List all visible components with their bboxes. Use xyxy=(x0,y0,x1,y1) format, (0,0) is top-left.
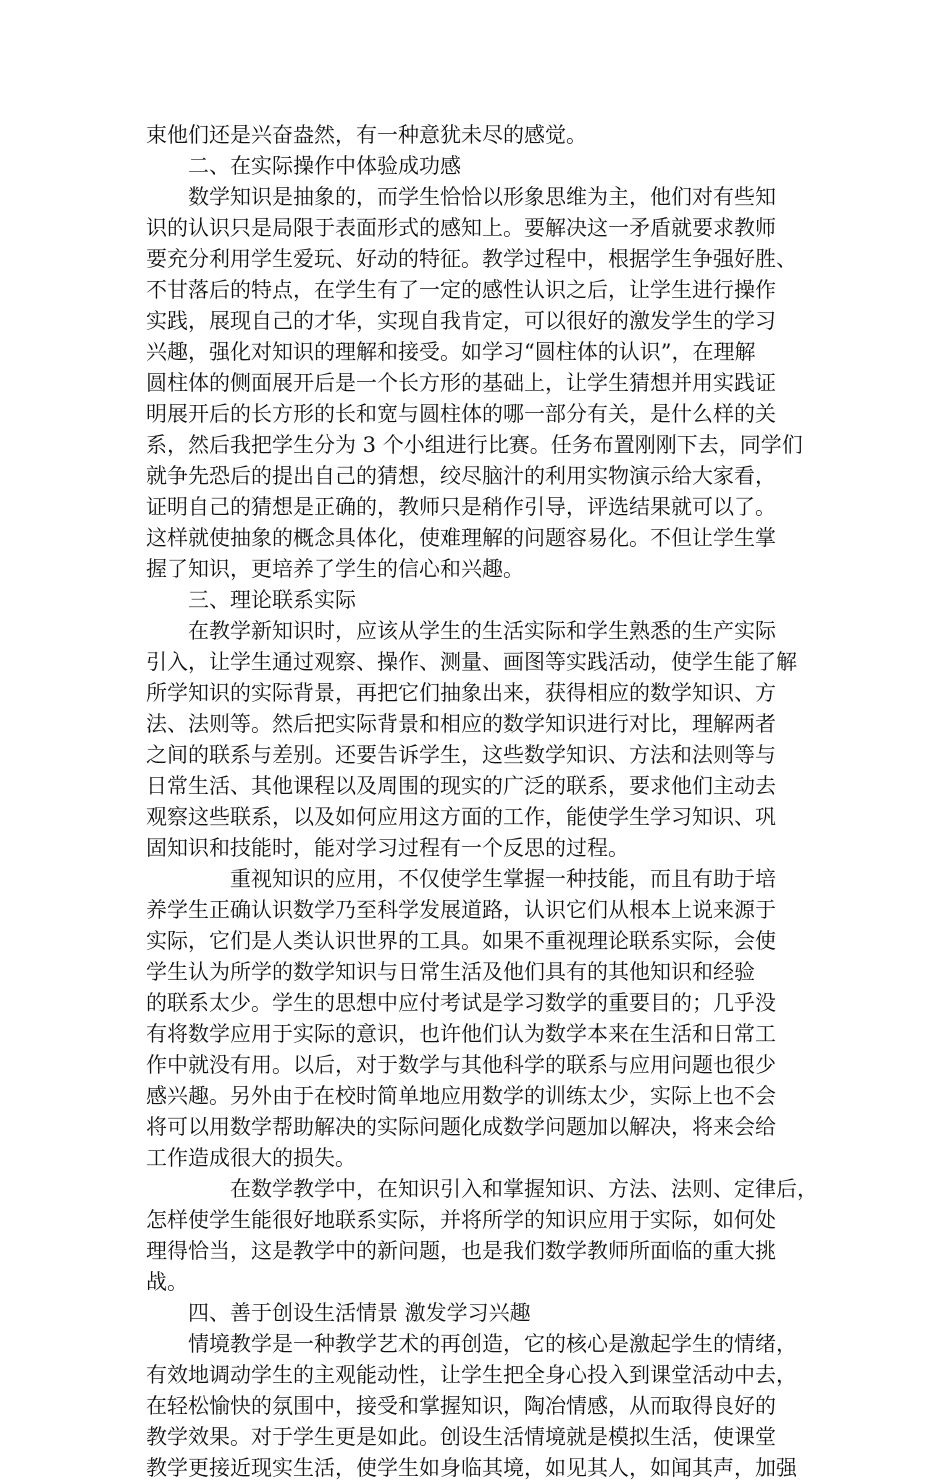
text-line: 之间的联系与差别。还要告诉学生，这些数学知识、方法和法则等与 xyxy=(146,743,776,767)
text-line: 明展开后的长方形的长和宽与圆柱体的哪一部分有关，是什么样的关 xyxy=(146,402,776,426)
text-line: 数学知识是抽象的，而学生恰恰以形象思维为主，他们对有些知 xyxy=(188,185,776,209)
text-line: 在教学新知识时，应该从学生的生活实际和学生熟悉的生产实际 xyxy=(188,619,776,643)
text-line: 实践，展现自己的才华，实现自我肯定，可以很好的激发学生的学习 xyxy=(146,309,776,333)
text-line: 兴趣，强化对知识的理解和接受。如学习“圆柱体的认识”，在理解 xyxy=(146,340,756,364)
section-heading: 三、理论联系实际 xyxy=(188,588,356,612)
section-heading: 四、善于创设生活情景 激发学习兴趣 xyxy=(188,1301,531,1325)
text-line: 工作造成很大的损失。 xyxy=(146,1146,356,1170)
text-line: 固知识和技能时，能对学习过程有一个反思的过程。 xyxy=(146,836,629,860)
text-line: 情境教学是一种教学艺术的再创造，它的核心是激起学生的情绪， xyxy=(188,1332,797,1356)
text-line: 作中就没有用。以后，对于数学与其他科学的联系与应用问题也很少 xyxy=(146,1053,776,1077)
text-line: 日常生活、其他课程以及周围的现实的广泛的联系，要求他们主动去 xyxy=(146,774,776,798)
text-line: 不甘落后的特点，在学生有了一定的感性认识之后，让学生进行操作 xyxy=(146,278,776,302)
text-line: 系，然后我把学生分为 3 个小组进行比赛。任务布置刚刚下去，同学们 xyxy=(146,433,803,457)
text-line: 教学更接近现实生活，使学生如身临其境，如见其人，如闻其声，加强 xyxy=(146,1456,797,1480)
text-line: 感兴趣。另外由于在校时简单地应用数学的训练太少，实际上也不会 xyxy=(146,1084,776,1108)
text-line: 握了知识，更培养了学生的信心和兴趣。 xyxy=(146,557,524,581)
text-line: 在轻松愉快的氛围中，接受和掌握知识，陶冶情感，从而取得良好的 xyxy=(146,1394,776,1418)
text-line: 的联系太少。学生的思想中应付考试是学习数学的重要目的；几乎没 xyxy=(146,991,776,1015)
text-line: 在数学教学中，在知识引入和掌握知识、方法、法则、定律后， xyxy=(230,1177,818,1201)
text-line: 战。 xyxy=(146,1270,188,1294)
text-line: 引入，让学生通过观察、操作、测量、画图等实践活动，使学生能了解 xyxy=(146,650,797,674)
text-line: 法、法则等。然后把实际背景和相应的数学知识进行对比，理解两者 xyxy=(146,712,776,736)
text-line: 养学生正确认识数学乃至科学发展道路，认识它们从根本上说来源于 xyxy=(146,898,776,922)
text-line: 圆柱体的侧面展开后是一个长方形的基础上，让学生猜想并用实践证 xyxy=(146,371,776,395)
text-line: 有效地调动学生的主观能动性，让学生把全身心投入到课堂活动中去， xyxy=(146,1363,797,1387)
text-line: 所学知识的实际背景，再把它们抽象出来，获得相应的数学知识、方 xyxy=(146,681,776,705)
text-line: 有将数学应用于实际的意识，也许他们认为数学本来在生活和日常工 xyxy=(146,1022,776,1046)
text-line: 理得恰当，这是教学中的新问题，也是我们数学教师所面临的重大挑 xyxy=(146,1239,776,1263)
text-line: 要充分利用学生爱玩、好动的特征。教学过程中，根据学生争强好胜、 xyxy=(146,247,797,271)
text-line: 教学效果。对于学生更是如此。创设生活情境就是模拟生活，使课堂 xyxy=(146,1425,776,1449)
text-line: 学生认为所学的数学知识与日常生活及他们具有的其他知识和经验 xyxy=(146,960,755,984)
text-line: 就争先恐后的提出自己的猜想，绞尽脑汁的利用实物演示给大家看， xyxy=(146,464,776,488)
text-line: 怎样使学生能很好地联系实际，并将所学的知识应用于实际，如何处 xyxy=(146,1208,776,1232)
text-line: 将可以用数学帮助解决的实际问题化成数学问题加以解决，将来会给 xyxy=(146,1115,776,1139)
text-line: 观察这些联系，以及如何应用这方面的工作，能使学生学习知识、巩 xyxy=(146,805,776,829)
text-line: 实际，它们是人类认识世界的工具。如果不重视理论联系实际，会使 xyxy=(146,929,776,953)
section-heading: 二、在实际操作中体验成功感 xyxy=(188,154,461,178)
text-line: 证明自己的猜想是正确的，教师只是稍作引导，评选结果就可以了。 xyxy=(146,495,776,519)
text-line: 这样就使抽象的概念具体化，使难理解的问题容易化。不但让学生掌 xyxy=(146,526,776,550)
text-line: 束他们还是兴奋盎然，有一种意犹未尽的感觉。 xyxy=(146,123,587,147)
text-line: 识的认识只是局限于表面形式的感知上。要解决这一矛盾就要求教师 xyxy=(146,216,776,240)
text-line: 重视知识的应用，不仅使学生掌握一种技能，而且有助于培 xyxy=(230,867,776,891)
